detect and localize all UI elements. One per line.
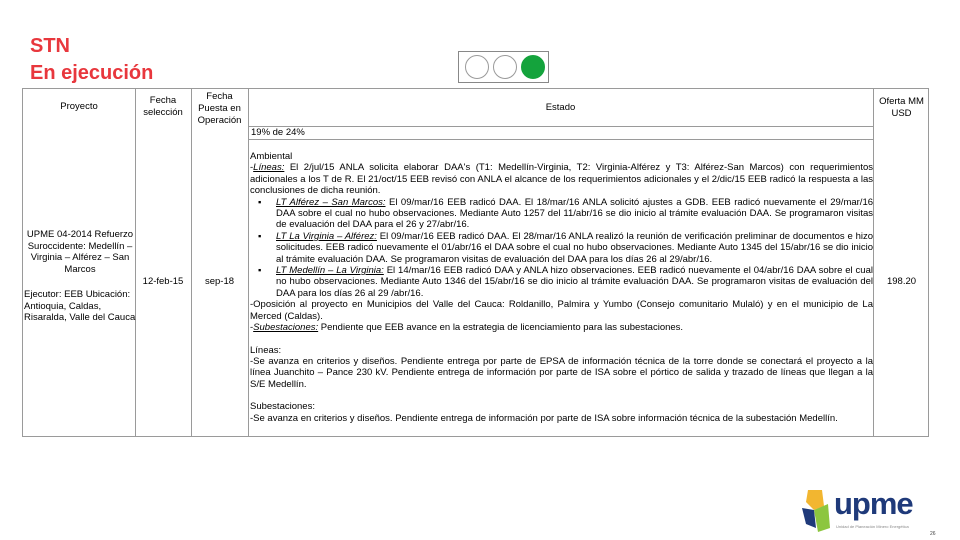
ambiental-bullets (250, 197, 873, 300)
bullet-alferez-san-marcos: ▪ LT Alférez – San Marcos: El 09/mar/16 EEB radicó DAA. El 18/mar/16 ANLA solicitó ajustes a GDB. EEB radicó nuevamente el 29/mar/16 DAA sobre el cual no hubo observaciones. Mediante Auto 1257 del 11/abr/16 se dio inicio al trámite evaluación DAA. Se programaron visitas de evaluación del DAA para el 26 y 27/abr/16. (258, 196, 874, 231)
progress-value: 19% de 24% (251, 127, 305, 138)
project-status-table (22, 88, 929, 437)
fecha-puesta-value: sep-18 (204, 276, 235, 287)
traffic-light-yellow-off (493, 55, 517, 79)
traffic-light-green-on (521, 55, 545, 79)
bullet-virginia-alferez: ▪ LT La Virginia – Alférez: El 09/mar/16 EEB radicó DAA. El 28/mar/16 ANLA realizó la reunión de verificación preliminar de documentos e hizo solicitudes. EEB radicó nuevamente el 01/abr/16 el DAA sobre el cual no hubo observaciones. Mediante Auto 1345 del 15/abr/16 se dio inicio al trámite evaluación DAA. Se programaron visitas de evaluación del DAA para los días 26 al 29/abr/16. (258, 230, 874, 265)
oferta-value: 198.20 (886, 276, 917, 287)
oposicion-text: -Oposición al proyecto en Municipios del Valle del Cauca: Roldanillo, Palmira y Yumbo (Consejo comunitario Mulaló) y en el municipio de La Merced (Caldas). (250, 299, 873, 322)
subestaciones-title: Subestaciones: (250, 401, 315, 413)
header-fecha-puesta: Fecha Puesta en Operación (197, 91, 242, 126)
lineas-text: -Se avanza en criterios y diseños. Pendiente entrega por parte de EPSA de información técnica de la torre donde se conectará el proyecto a la línea Juanchito – Pance 230 kV. Pendiente entrega de información por parte de ISA sobre el pórtico de salida y trazado de líneas que llegan a la S/E Medellín. (250, 355, 873, 390)
subestaciones-text: -Se avanza en criterios y diseños. Pendiente entrega de información por parte de ISA sobre información técnica de la subestación Medellín. (250, 412, 838, 424)
upme-logo-text: upme (834, 486, 913, 521)
header-estado: Estado (545, 102, 576, 113)
proyecto-ejecutor: Ejecutor: EEB Ubicación: Antioquia, Caldas, Risaralda, Valle del Cauca (24, 289, 136, 323)
upme-logo (798, 484, 948, 534)
title-line-2: En ejecución (30, 62, 154, 84)
subestaciones-ambiental: -Subestaciones: Pendiente que EEB avance en la estrategia de licenciamiento para las subestaciones. (250, 322, 684, 334)
ambiental-lineas: -Líneas: El 2/jul/15 ANLA solicita elaborar DAA's (T1: Medellín-Virginia, T2: Virginia-Alférez y T3: Alférez-San Marcos) con requerimientos adicionales a los T de R. El 21/oct/15 EEB revisó con ANLA el alcance de los requerimientos adicionales y el 2/dic/15 EEB radicó la respuesta a las conclusiones de dicha reunión. (250, 162, 873, 197)
proyecto-name: UPME 04-2014 Refuerzo Suroccidente: Medellín – Virginia – Alférez – San Marcos (26, 229, 134, 275)
page-title (30, 33, 153, 87)
bullet-medellin-virginia: ▪ LT Medellín – La Virginia: El 14/mar/16 EEB radicó DAA y ANLA hizo observaciones. EEB radicó nuevamente el 04/abr/16 DAA sobre el cual no hubo observaciones. Mediante Auto 1346 del 15/abr/16 se dio inicio al trámite evaluación DAA. Se programaron visitas de evaluación del DAA para los días 26 al 29 /abr/16. (258, 265, 873, 299)
header-proyecto: Proyecto (60, 101, 98, 112)
title-line-1: STN (30, 35, 70, 57)
upme-logo-icon (798, 488, 834, 534)
page-number: 26 (930, 531, 936, 537)
traffic-light-red-off (465, 55, 489, 79)
ambiental-title: Ambiental (250, 151, 293, 162)
estado-content (250, 151, 873, 424)
header-fecha-seleccion: Fecha selección (143, 95, 183, 118)
fecha-seleccion-value: 12-feb-15 (142, 276, 184, 287)
header-oferta: Oferta MM USD (879, 96, 924, 119)
traffic-light-indicator (458, 51, 549, 83)
lineas-title: Líneas: (250, 344, 282, 356)
upme-logo-subtitle: Unidad de Planeación Minero Energética (836, 524, 909, 529)
